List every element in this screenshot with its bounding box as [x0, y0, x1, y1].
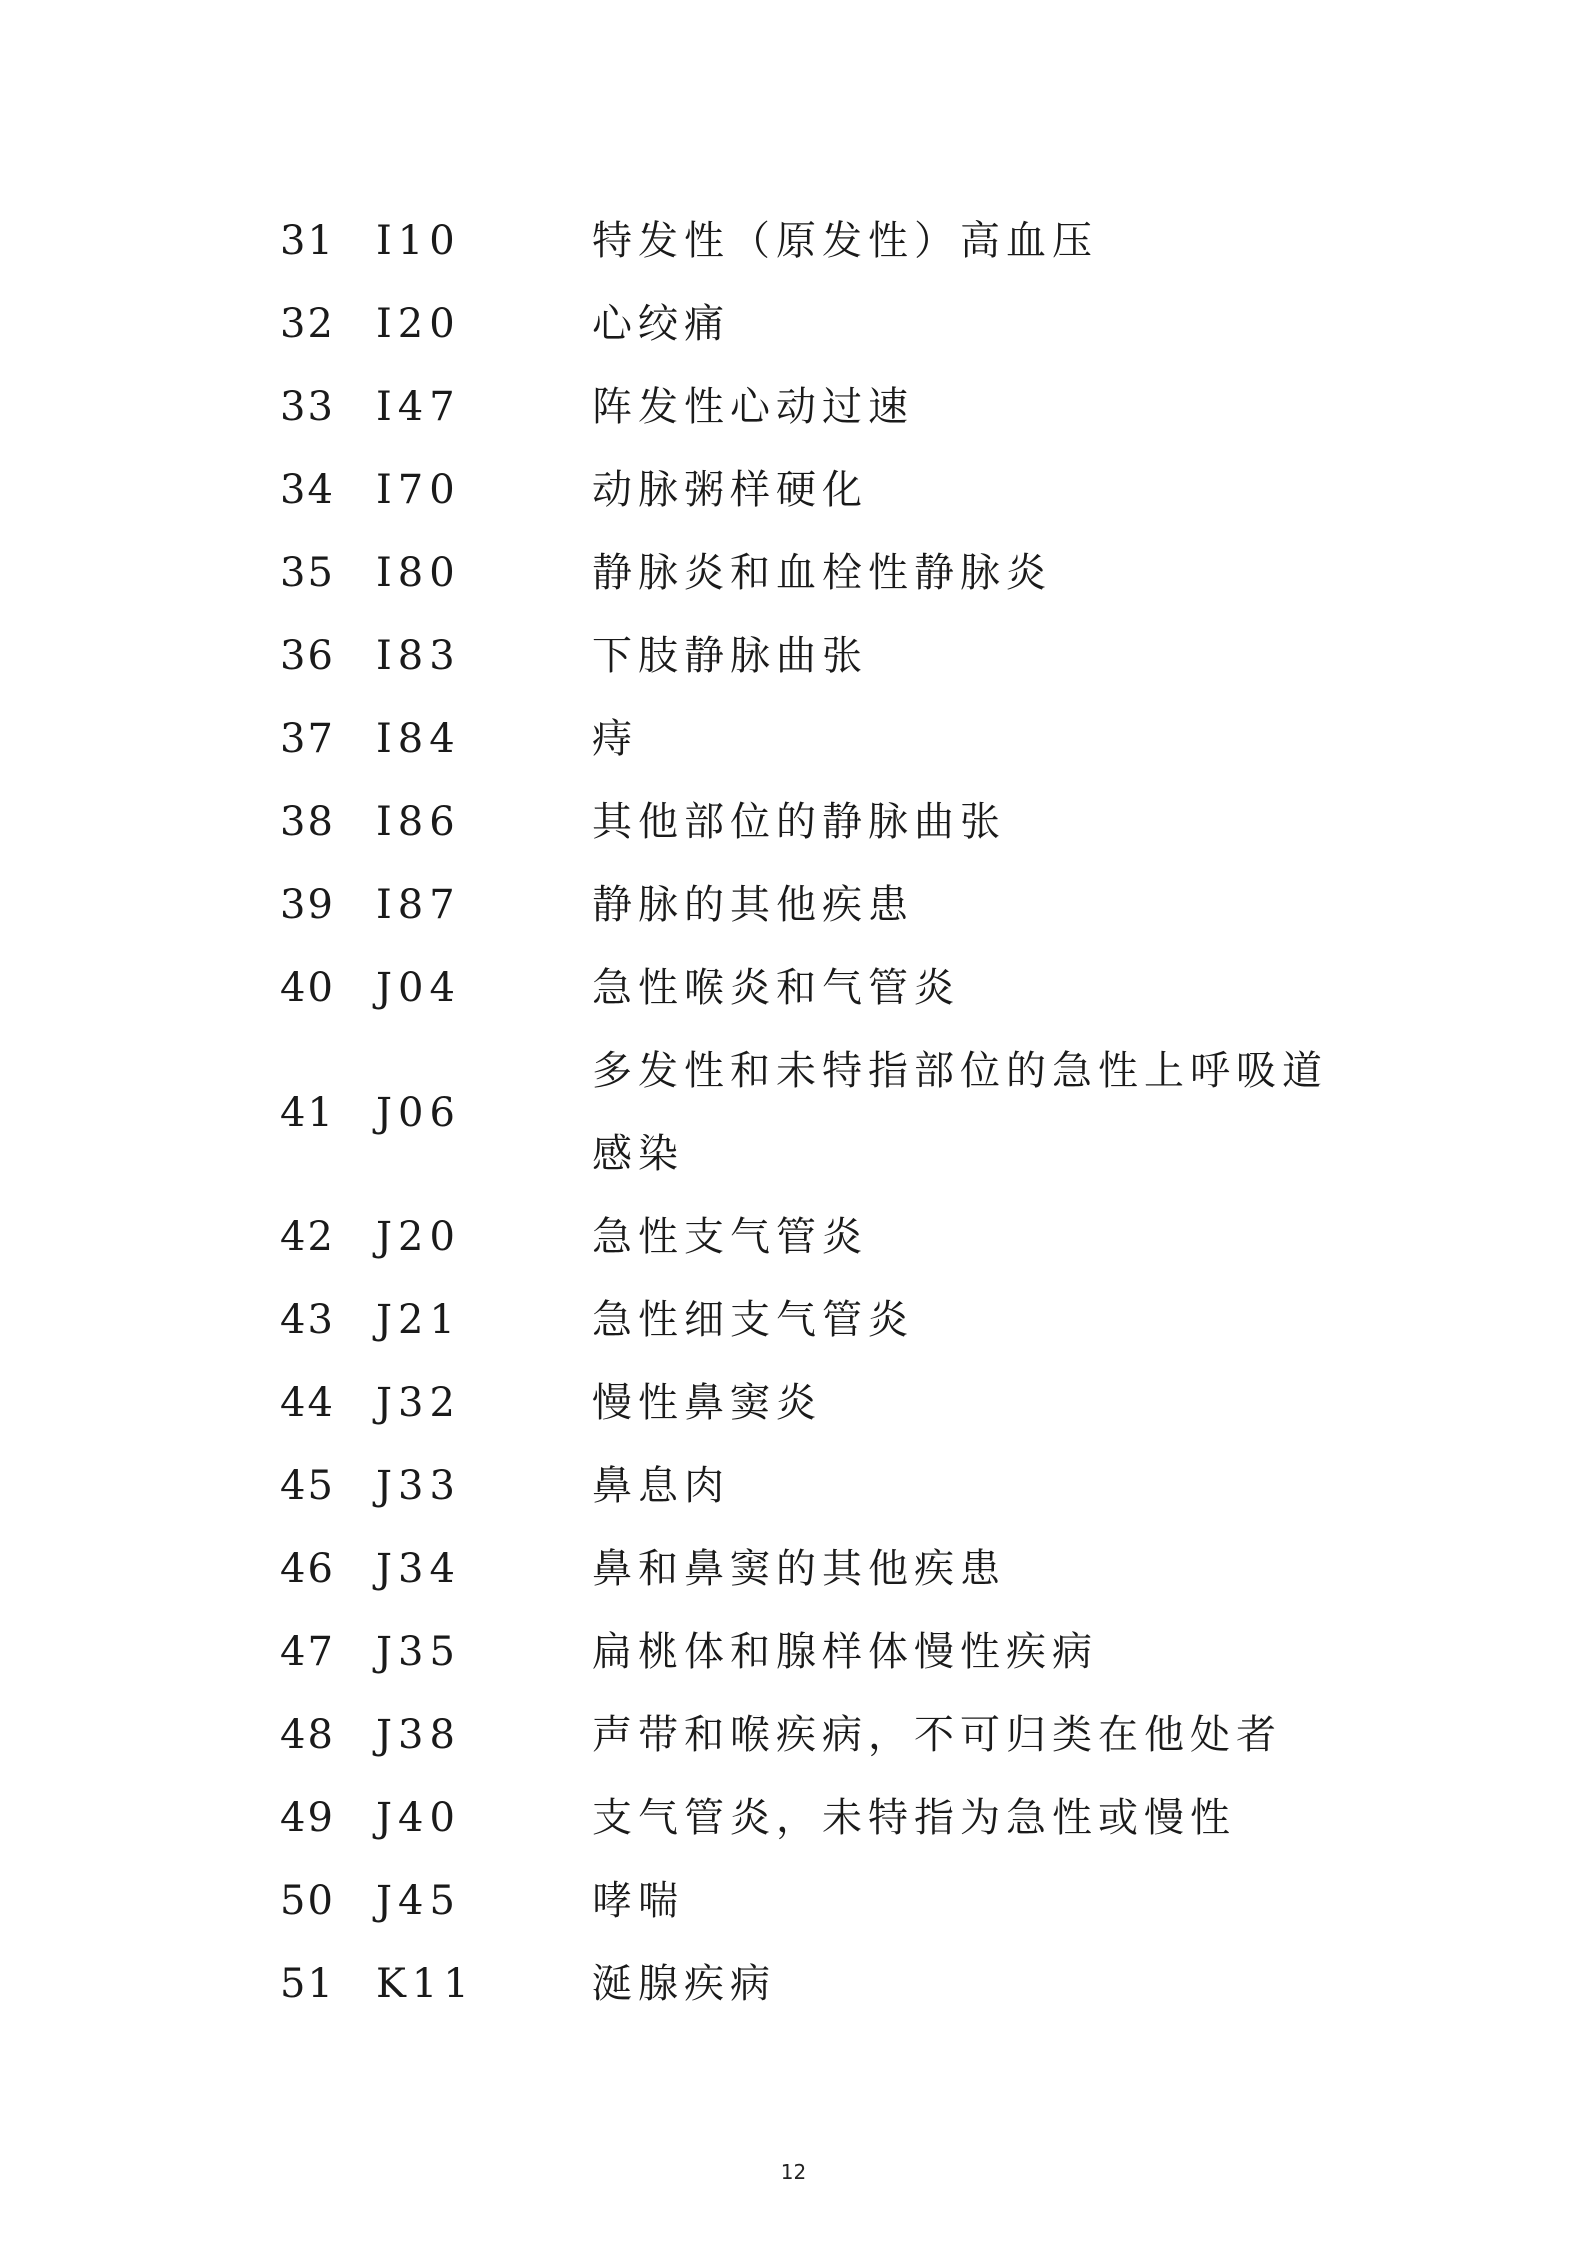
disease-name: 动脉粥样硬化 — [592, 467, 868, 513]
row-number: 47 — [280, 1629, 335, 1675]
list-row — [0, 1362, 1587, 1445]
row-number: 44 — [280, 1380, 335, 1426]
icd-code: J04 — [376, 965, 461, 1011]
disease-name: 鼻息肉 — [592, 1463, 730, 1509]
list-row — [0, 1528, 1587, 1611]
icd-code: I84 — [376, 716, 461, 762]
row-number: 45 — [280, 1463, 335, 1509]
row-number: 32 — [280, 301, 335, 347]
icd-code: J32 — [376, 1380, 461, 1426]
list-row — [0, 1777, 1587, 1860]
row-number: 50 — [280, 1878, 335, 1924]
icd-code: I86 — [376, 799, 461, 845]
disease-name: 涎腺疾病 — [592, 1961, 776, 2007]
list-row — [0, 864, 1587, 947]
row-number: 49 — [280, 1795, 335, 1841]
icd-code: J40 — [376, 1795, 461, 1841]
disease-name: 痔 — [592, 716, 638, 762]
page-number: 12 — [780, 2160, 807, 2184]
list-row — [0, 698, 1587, 781]
row-number: 40 — [280, 965, 335, 1011]
list-row — [0, 1196, 1587, 1279]
row-number: 33 — [280, 384, 335, 430]
list-row — [0, 532, 1587, 615]
disease-name: 下肢静脉曲张 — [592, 633, 868, 679]
row-number: 36 — [280, 633, 335, 679]
row-number: 35 — [280, 550, 335, 596]
list-row — [0, 1694, 1587, 1777]
disease-name: 特发性（原发性）高血压 — [592, 218, 1098, 264]
icd-code: I20 — [376, 301, 461, 347]
row-number: 48 — [280, 1712, 335, 1758]
row-number: 37 — [280, 716, 335, 762]
icd-code: J06 — [376, 1090, 461, 1136]
disease-name: 支气管炎，未特指为急性或慢性 — [592, 1795, 1236, 1841]
row-number: 34 — [280, 467, 335, 513]
icd-code: J33 — [376, 1463, 461, 1509]
row-number: 42 — [280, 1214, 335, 1260]
icd-code: J38 — [376, 1712, 461, 1758]
list-row — [0, 1943, 1587, 2026]
icd-code: J45 — [376, 1878, 461, 1924]
list-row — [0, 947, 1587, 1030]
list-row — [0, 1279, 1587, 1362]
disease-name: 鼻和鼻窦的其他疾患 — [592, 1546, 1006, 1592]
row-number: 43 — [280, 1297, 335, 1343]
row-number: 46 — [280, 1546, 335, 1592]
row-number: 38 — [280, 799, 335, 845]
disease-name: 其他部位的静脉曲张 — [592, 799, 1006, 845]
list-row — [0, 1860, 1587, 1943]
row-number: 39 — [280, 882, 335, 928]
disease-name: 静脉炎和血栓性静脉炎 — [592, 550, 1052, 596]
row-number: 41 — [280, 1090, 335, 1136]
list-row — [0, 283, 1587, 366]
list-row — [0, 1030, 1587, 1196]
icd-code: K11 — [376, 1961, 475, 2007]
icd-code: J21 — [376, 1297, 461, 1343]
icd-code: J20 — [376, 1214, 461, 1260]
disease-name: 慢性鼻窦炎 — [592, 1380, 822, 1426]
icd-code: I83 — [376, 633, 461, 679]
disease-name: 阵发性心动过速 — [592, 384, 914, 430]
list-row — [0, 615, 1587, 698]
list-row — [0, 200, 1587, 283]
icd-code: I47 — [376, 384, 461, 430]
icd-code: I10 — [376, 218, 461, 264]
disease-name: 急性喉炎和气管炎 — [592, 965, 960, 1011]
list-row — [0, 449, 1587, 532]
row-number: 51 — [280, 1961, 335, 2007]
disease-name: 哮喘 — [592, 1878, 684, 1924]
disease-name: 静脉的其他疾患 — [592, 882, 914, 928]
icd-code: I70 — [376, 467, 461, 513]
disease-name: 声带和喉疾病，不可归类在他处者 — [592, 1712, 1282, 1758]
list-row — [0, 366, 1587, 449]
disease-name: 心绞痛 — [592, 301, 730, 347]
disease-name: 多发性和未特指部位的急性上呼吸道感染 — [592, 1048, 1328, 1177]
icd-code: I87 — [376, 882, 461, 928]
icd-code: J35 — [376, 1629, 461, 1675]
list-row — [0, 781, 1587, 864]
disease-name: 急性细支气管炎 — [592, 1297, 914, 1343]
icd-code: I80 — [376, 550, 461, 596]
disease-name: 扁桃体和腺样体慢性疾病 — [592, 1629, 1098, 1675]
list-row — [0, 1445, 1587, 1528]
row-number: 31 — [280, 218, 335, 264]
disease-code-list — [0, 200, 1587, 2026]
disease-name: 急性支气管炎 — [592, 1214, 868, 1260]
icd-code: J34 — [376, 1546, 461, 1592]
list-row — [0, 1611, 1587, 1694]
